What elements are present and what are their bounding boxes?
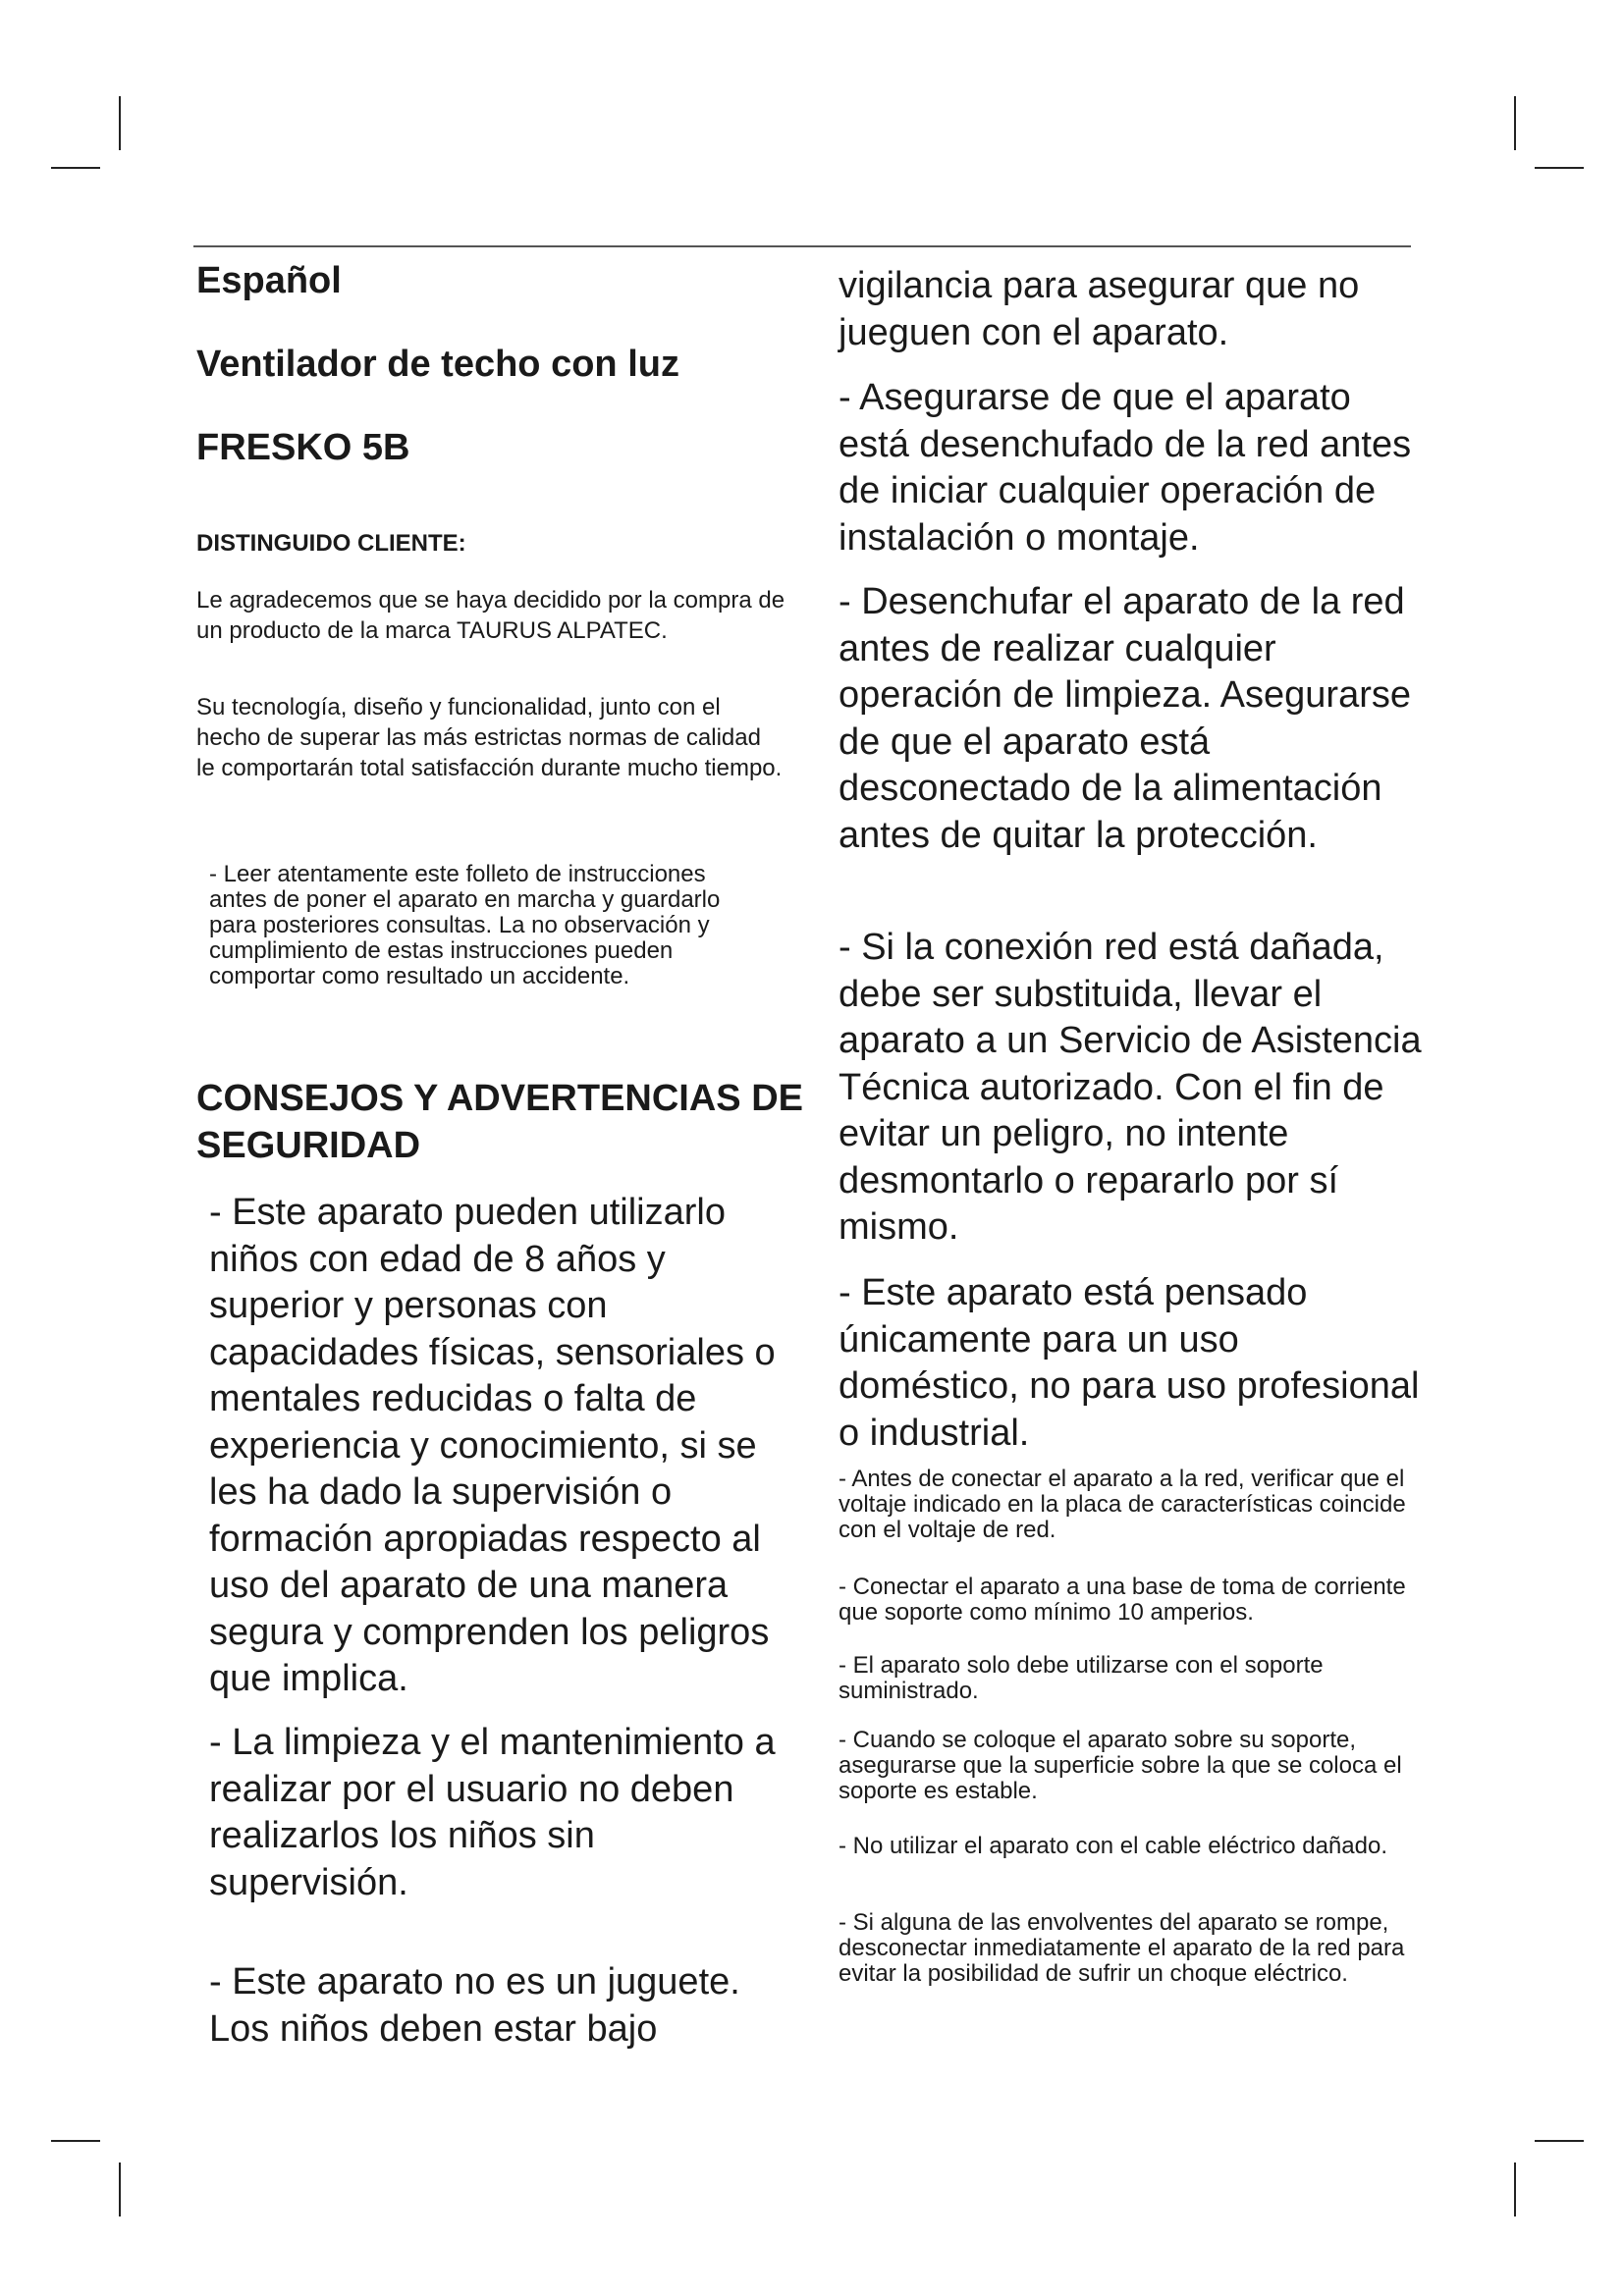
safety-item-2: - La limpieza y el mantenimiento a realizar por el usuario no deben realizarlos los niños sin supervisión. — [209, 1722, 776, 1903]
safety-item-6: - Si la conexión red está dañada, debe ser substituida, llevar el aparato a un Servicio de Asistencia Técnica autorizado. Con el fin de evitar un peligro, no intente desmontarlo o repararlo por sí mismo. — [839, 927, 1422, 1248]
crop-mark-bottom-right-vertical — [1514, 2163, 1516, 2216]
safety-small-item-4: - Cuando se coloque el aparato sobre su soporte, asegurarse que la superficie sobre la que se coloca el soporte es estable. — [839, 1727, 1402, 1804]
instructions-warning: - Leer atentamente este folleto de instrucciones antes de poner el aparato en marcha y guardarlo para posteriores consultas. La no observación y cumplimiento de estas instrucciones pueden comportar como resultado un accidente. — [209, 861, 721, 989]
crop-mark-top-right-horizontal — [1535, 167, 1584, 169]
crop-mark-top-left-vertical — [119, 96, 121, 150]
header-rule — [193, 245, 1411, 247]
intro-paragraph-1: Le agradecemos que se haya decidido por la compra de un producto de la marca TAURUS ALPATEC. — [196, 587, 785, 644]
safety-item-5: - Desenchufar el aparato de la red antes de realizar cualquier operación de limpieza. Asegurarse de que el aparato está desconectado de la alimentación antes de quitar la protección. — [839, 581, 1412, 856]
safety-small-item-6: - Si alguna de las envolventes del aparato se rompe, desconectar inmediatamente el aparato de la red para evitar la posibilidad de sufrir un choque eléctrico. — [839, 1909, 1405, 1987]
safety-section-title: CONSEJOS Y ADVERTENCIAS DE SEGURIDAD — [196, 1078, 804, 1166]
language-heading: Español — [196, 260, 342, 301]
crop-mark-bottom-left-vertical — [119, 2163, 121, 2216]
crop-mark-bottom-right-horizontal — [1535, 2140, 1584, 2142]
safety-item-1: - Este aparato pueden utilizarlo niños con edad de 8 años y superior y personas con capacidades físicas, sensoriales o mentales reducidas o falta de experiencia y conocimiento, si se les ha dado la supervisión o formación apropiadas respecto al uso del aparato de una manera segura y comprenden los peligros que implica. — [209, 1192, 776, 1699]
model-name: FRESKO 5B — [196, 427, 410, 468]
safety-item-3-continued: vigilancia para asegurar que no jueguen con el aparato. — [839, 265, 1360, 353]
safety-small-item-2: - Conectar el aparato a una base de toma de corriente que soporte como mínimo 10 amperios. — [839, 1574, 1406, 1626]
crop-mark-top-left-horizontal — [51, 167, 100, 169]
safety-item-7: - Este aparato está pensado únicamente para un uso doméstico, no para uso profesional o industrial. — [839, 1272, 1420, 1454]
safety-small-item-5: - No utilizar el aparato con el cable eléctrico dañado. — [839, 1833, 1387, 1859]
greeting-heading: DISTINGUIDO CLIENTE: — [196, 530, 466, 557]
safety-item-4: - Asegurarse de que el aparato está desenchufado de la red antes de iniciar cualquier operación de instalación o montaje. — [839, 377, 1412, 559]
safety-item-3: - Este aparato no es un juguete. Los niños deben estar bajo — [209, 1961, 740, 2050]
product-title: Ventilador de techo con luz — [196, 344, 679, 385]
intro-paragraph-2: Su tecnología, diseño y funcionalidad, junto con el hecho de superar las más estrictas normas de calidad le comportarán total satisfacción durante mucho tiempo. — [196, 694, 783, 781]
safety-small-item-3: - El aparato solo debe utilizarse con el soporte suministrado. — [839, 1652, 1324, 1704]
crop-mark-bottom-left-horizontal — [51, 2140, 100, 2142]
crop-mark-top-right-vertical — [1514, 96, 1516, 150]
safety-small-item-1: - Antes de conectar el aparato a la red, verificar que el voltaje indicado en la placa de características coincide con el voltaje de red. — [839, 1466, 1406, 1543]
